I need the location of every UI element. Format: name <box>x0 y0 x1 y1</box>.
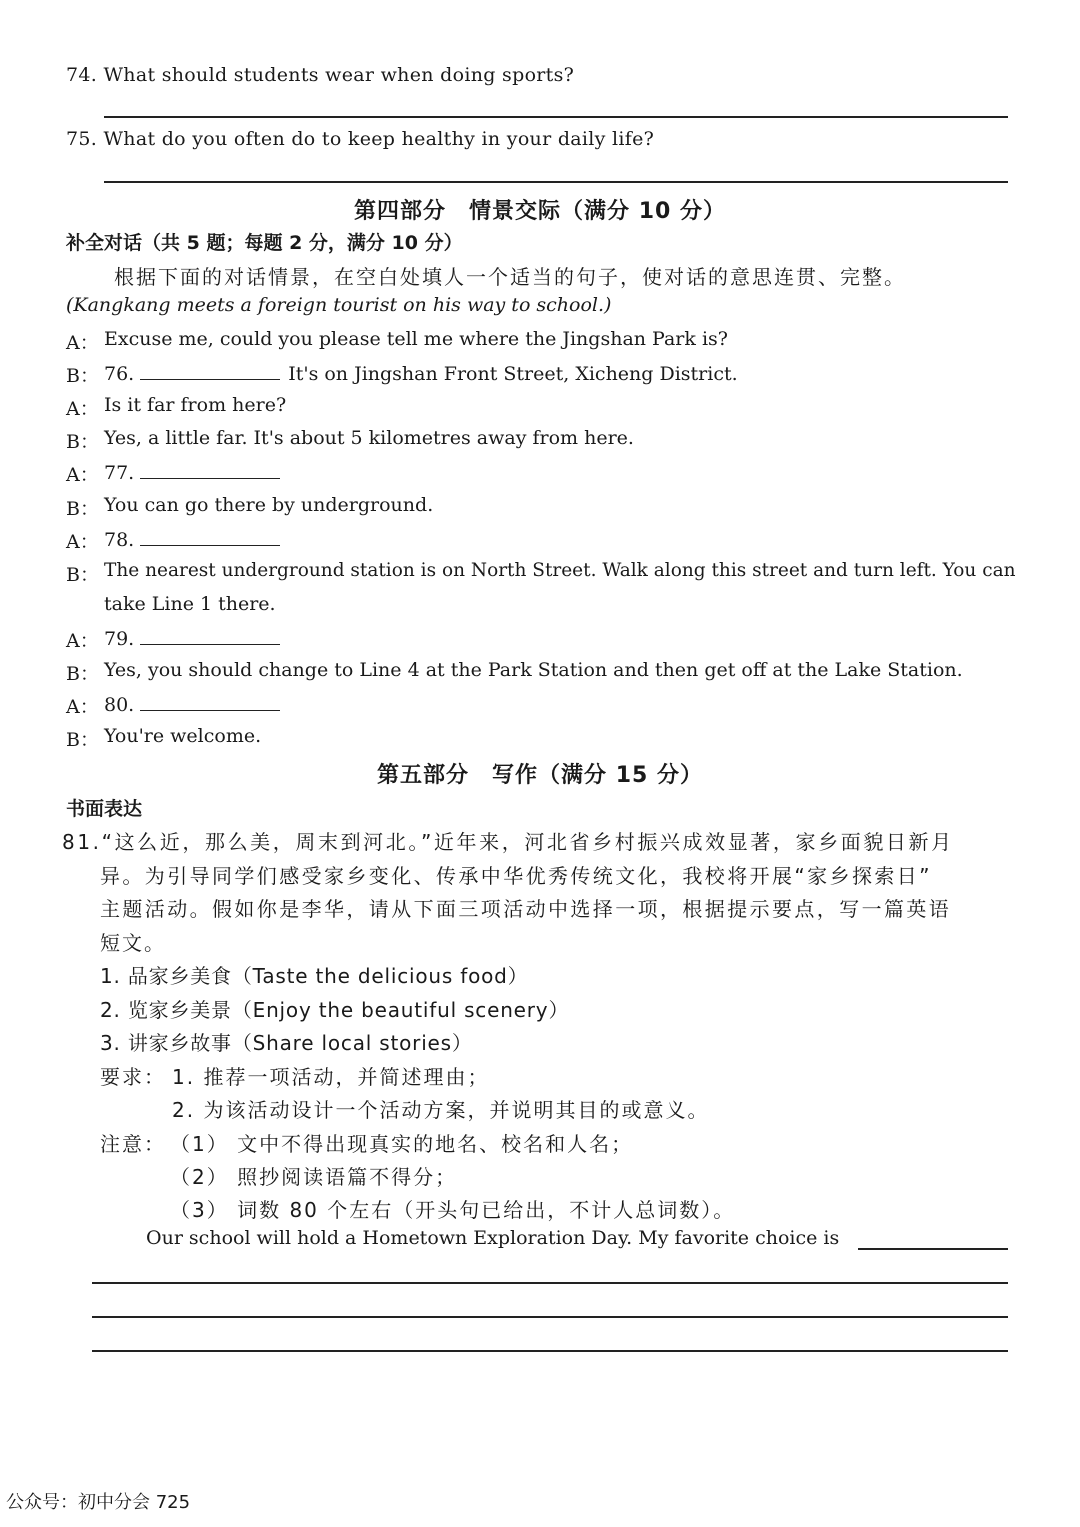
question-number: 77. <box>104 462 135 484</box>
speaker-label: B： <box>66 564 99 586</box>
essay-line[interactable] <box>92 1316 1008 1318</box>
writing-prompt-line: 异。为引导同学们感受家乡变化、传承中华优秀传统文化，我校将开展“家乡探索日” <box>100 864 932 888</box>
writing-prompt-line: 主题活动。假如你是李华，请从下面三项活动中选择一项，根据提示要点，写一篇英语 <box>100 897 952 921</box>
dialogue-context: (Kangkang meets a foreign tourist on his way to school.) <box>66 294 612 316</box>
question-number: 79. <box>104 628 135 650</box>
speaker-label: A： <box>66 332 99 354</box>
dialogue-line: You're welcome. <box>104 725 262 747</box>
dialogue-line: Yes, you should change to Line 4 at the Park Station and then get off at the Lake Station. <box>104 659 963 681</box>
note-item: （3） 词数 80 个左右（开头句已给出，不计人总词数）。 <box>170 1198 736 1222</box>
part4-title: 第四部分 情景交际（满分 10 分） <box>354 199 726 224</box>
dialogue-line <box>104 626 288 650</box>
requirements-label: 要求： <box>100 1065 166 1089</box>
speaker-label: B： <box>66 663 99 685</box>
answer-blank-76[interactable] <box>140 361 280 380</box>
question-number: 76. <box>104 363 135 385</box>
part5-title: 第五部分 写作（满分 15 分） <box>377 763 703 788</box>
answer-blank-79[interactable] <box>140 626 280 645</box>
dialogue-line: Yes, a little far. It's about 5 kilometres away from here. <box>104 427 634 449</box>
dialogue-line: You can go there by underground. <box>104 494 434 516</box>
note-item: （1） 文中不得出现真实的地名、校名和人名； <box>170 1132 634 1156</box>
dialogue-line <box>104 527 288 551</box>
dialogue-line: Excuse me, could you please tell me where the Jingshan Park is? <box>104 328 728 350</box>
essay-line[interactable] <box>92 1350 1008 1352</box>
footer-watermark: 公众号：初中分会 725 <box>6 1492 191 1513</box>
writing-prompt-line: 短文。 <box>100 931 166 955</box>
dialogue-line <box>104 460 288 484</box>
speaker-label: A： <box>66 696 99 718</box>
dialogue-line: Is it far from here? <box>104 394 287 416</box>
dialogue-line <box>104 361 738 385</box>
answer-blank-77[interactable] <box>140 460 280 479</box>
part4-instruction: 根据下面的对话情景，在空白处填人一个适当的句子，使对话的意思连贯、完整。 <box>114 265 906 289</box>
notes-label: 注意： <box>100 1132 166 1156</box>
question-75: 75. What do you often do to keep healthy in your daily life? <box>66 128 655 150</box>
activity-option: 1. 品家乡美食（Taste the delicious food） <box>100 964 529 988</box>
answer-line-74[interactable] <box>104 116 1008 118</box>
requirement-item: 2. 为该活动设计一个活动方案，并说明其目的或意义。 <box>172 1098 710 1122</box>
speaker-label: A： <box>66 398 99 420</box>
activity-option: 3. 讲家乡故事（Share local stories） <box>100 1031 473 1055</box>
requirement-item: 1. 推荐一项活动，并简述理由； <box>172 1065 490 1089</box>
question-number: 80. <box>104 694 135 716</box>
speaker-label: B： <box>66 431 99 453</box>
speaker-label: A： <box>66 630 99 652</box>
part4-subtitle: 补全对话（共 5 题；每题 2 分，满分 10 分） <box>66 232 463 254</box>
dialogue-line: The nearest underground station is on North Street. Walk along this street and turn left. You can <box>104 560 1016 581</box>
essay-starter: Our school will hold a Hometown Exploration Day. My favorite choice is <box>146 1227 840 1249</box>
dialogue-line-cont: take Line 1 there. <box>104 593 276 615</box>
speaker-label: B： <box>66 365 99 387</box>
essay-line[interactable] <box>92 1282 1008 1284</box>
answer-blank-80[interactable] <box>140 692 280 711</box>
question-74: 74. What should students wear when doing sports? <box>66 64 575 86</box>
activity-option: 2. 览家乡美景（Enjoy the beautiful scenery） <box>100 998 570 1022</box>
writing-prompt-line: 81.“这么近，那么美，周末到河北。”近年来，河北省乡村振兴成效显著，家乡面貌日新月 <box>62 830 954 854</box>
note-item: （2） 照抄阅读语篇不得分； <box>170 1165 458 1189</box>
speaker-label: B： <box>66 498 99 520</box>
answer-line-75[interactable] <box>104 181 1008 183</box>
dialogue-text: It's on Jingshan Front Street, Xicheng District. <box>288 363 738 385</box>
speaker-label: A： <box>66 464 99 486</box>
speaker-label: B： <box>66 729 99 751</box>
part5-subtitle: 书面表达 <box>66 798 143 820</box>
dialogue-line <box>104 692 288 716</box>
answer-blank-78[interactable] <box>140 527 280 546</box>
starter-blank[interactable] <box>858 1248 1008 1250</box>
question-number: 78. <box>104 529 135 551</box>
speaker-label: A： <box>66 531 99 553</box>
